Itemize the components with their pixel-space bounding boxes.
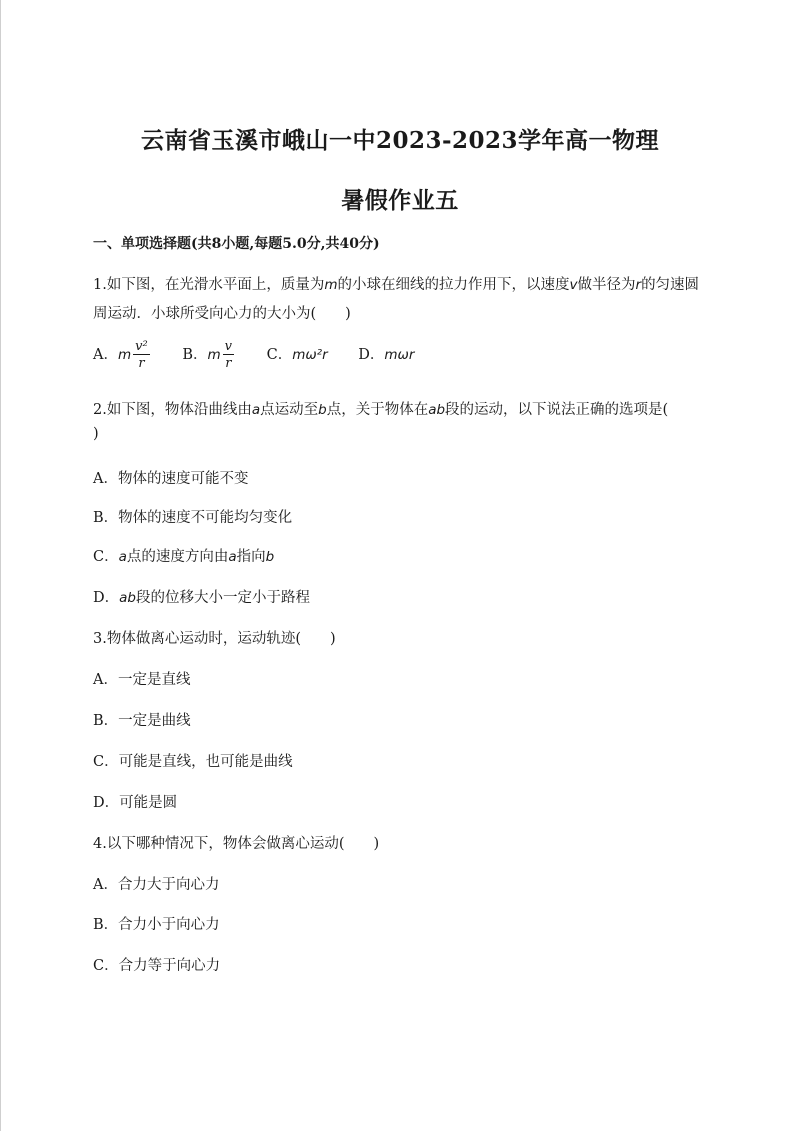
fraction-v-over-r: $\frac{v}{r}$	[224, 339, 232, 371]
q1-stem-line2: 周运动．小球所受向心力的大小为( )	[93, 306, 351, 322]
var-v: v	[569, 277, 578, 293]
q4-stem: 4.以下哪种情况下，物体会做离心运动( )	[93, 836, 380, 852]
q2-stem-line2: )	[93, 426, 99, 442]
q4-option-a: A．合力大于向心力	[93, 877, 220, 893]
q2-option-b: B．物体的速度不可能均匀变化	[93, 510, 293, 526]
var-m: m	[324, 277, 338, 293]
q1-option-c: C．mω²r	[266, 347, 328, 363]
q2-stem-line1: 2.如下图，物体沿曲线由a点运动至b点，关于物体在ab段的运动，以下说法正确的选项是(	[93, 402, 669, 418]
document-title: 云南省玉溪市峨山一中2023-2023学年高一物理	[140, 127, 660, 154]
q3-option-d: D．可能是圆	[93, 795, 178, 811]
q2-option-c: C．a点的速度方向由a指向b	[93, 549, 275, 565]
q2-option-d: D．ab段的位移大小一定小于路程	[93, 590, 310, 606]
q4-option-c: C．合力等于向心力	[93, 958, 221, 974]
document-subtitle: 暑假作业五	[341, 187, 459, 214]
q1-option-b: B．m $\frac{v}{r}$	[182, 339, 232, 371]
q3-option-c: C．可能是直线，也可能是曲线	[93, 754, 293, 770]
fraction-v2-over-r: $\frac{\text{v²}}{r}$	[135, 339, 148, 371]
var-r: r	[635, 277, 642, 293]
q1-stem-line1: 1.如下图，在光滑水平面上，质量为m的小球在细线的拉力作用下，以速度v做半径为r的匀速圆	[93, 277, 700, 293]
q2-option-a: A．物体的速度可能不变	[93, 471, 249, 487]
section-heading: 一、单项选择题(共8小题,每题5.0分,共40分)	[93, 236, 380, 252]
q3-option-b: B．一定是曲线	[93, 713, 191, 729]
q1-option-a: A．m $\frac{\text{v²}}{r}$	[93, 339, 148, 371]
q1-options	[93, 340, 414, 370]
q3-stem: 3.物体做离心运动时，运动轨迹( )	[93, 631, 336, 647]
q4-option-b: B．合力小于向心力	[93, 917, 220, 933]
q1-option-d: D．mωr	[358, 347, 415, 363]
q3-option-a: A．一定是直线	[93, 672, 191, 688]
page-edge	[0, 0, 1, 1131]
